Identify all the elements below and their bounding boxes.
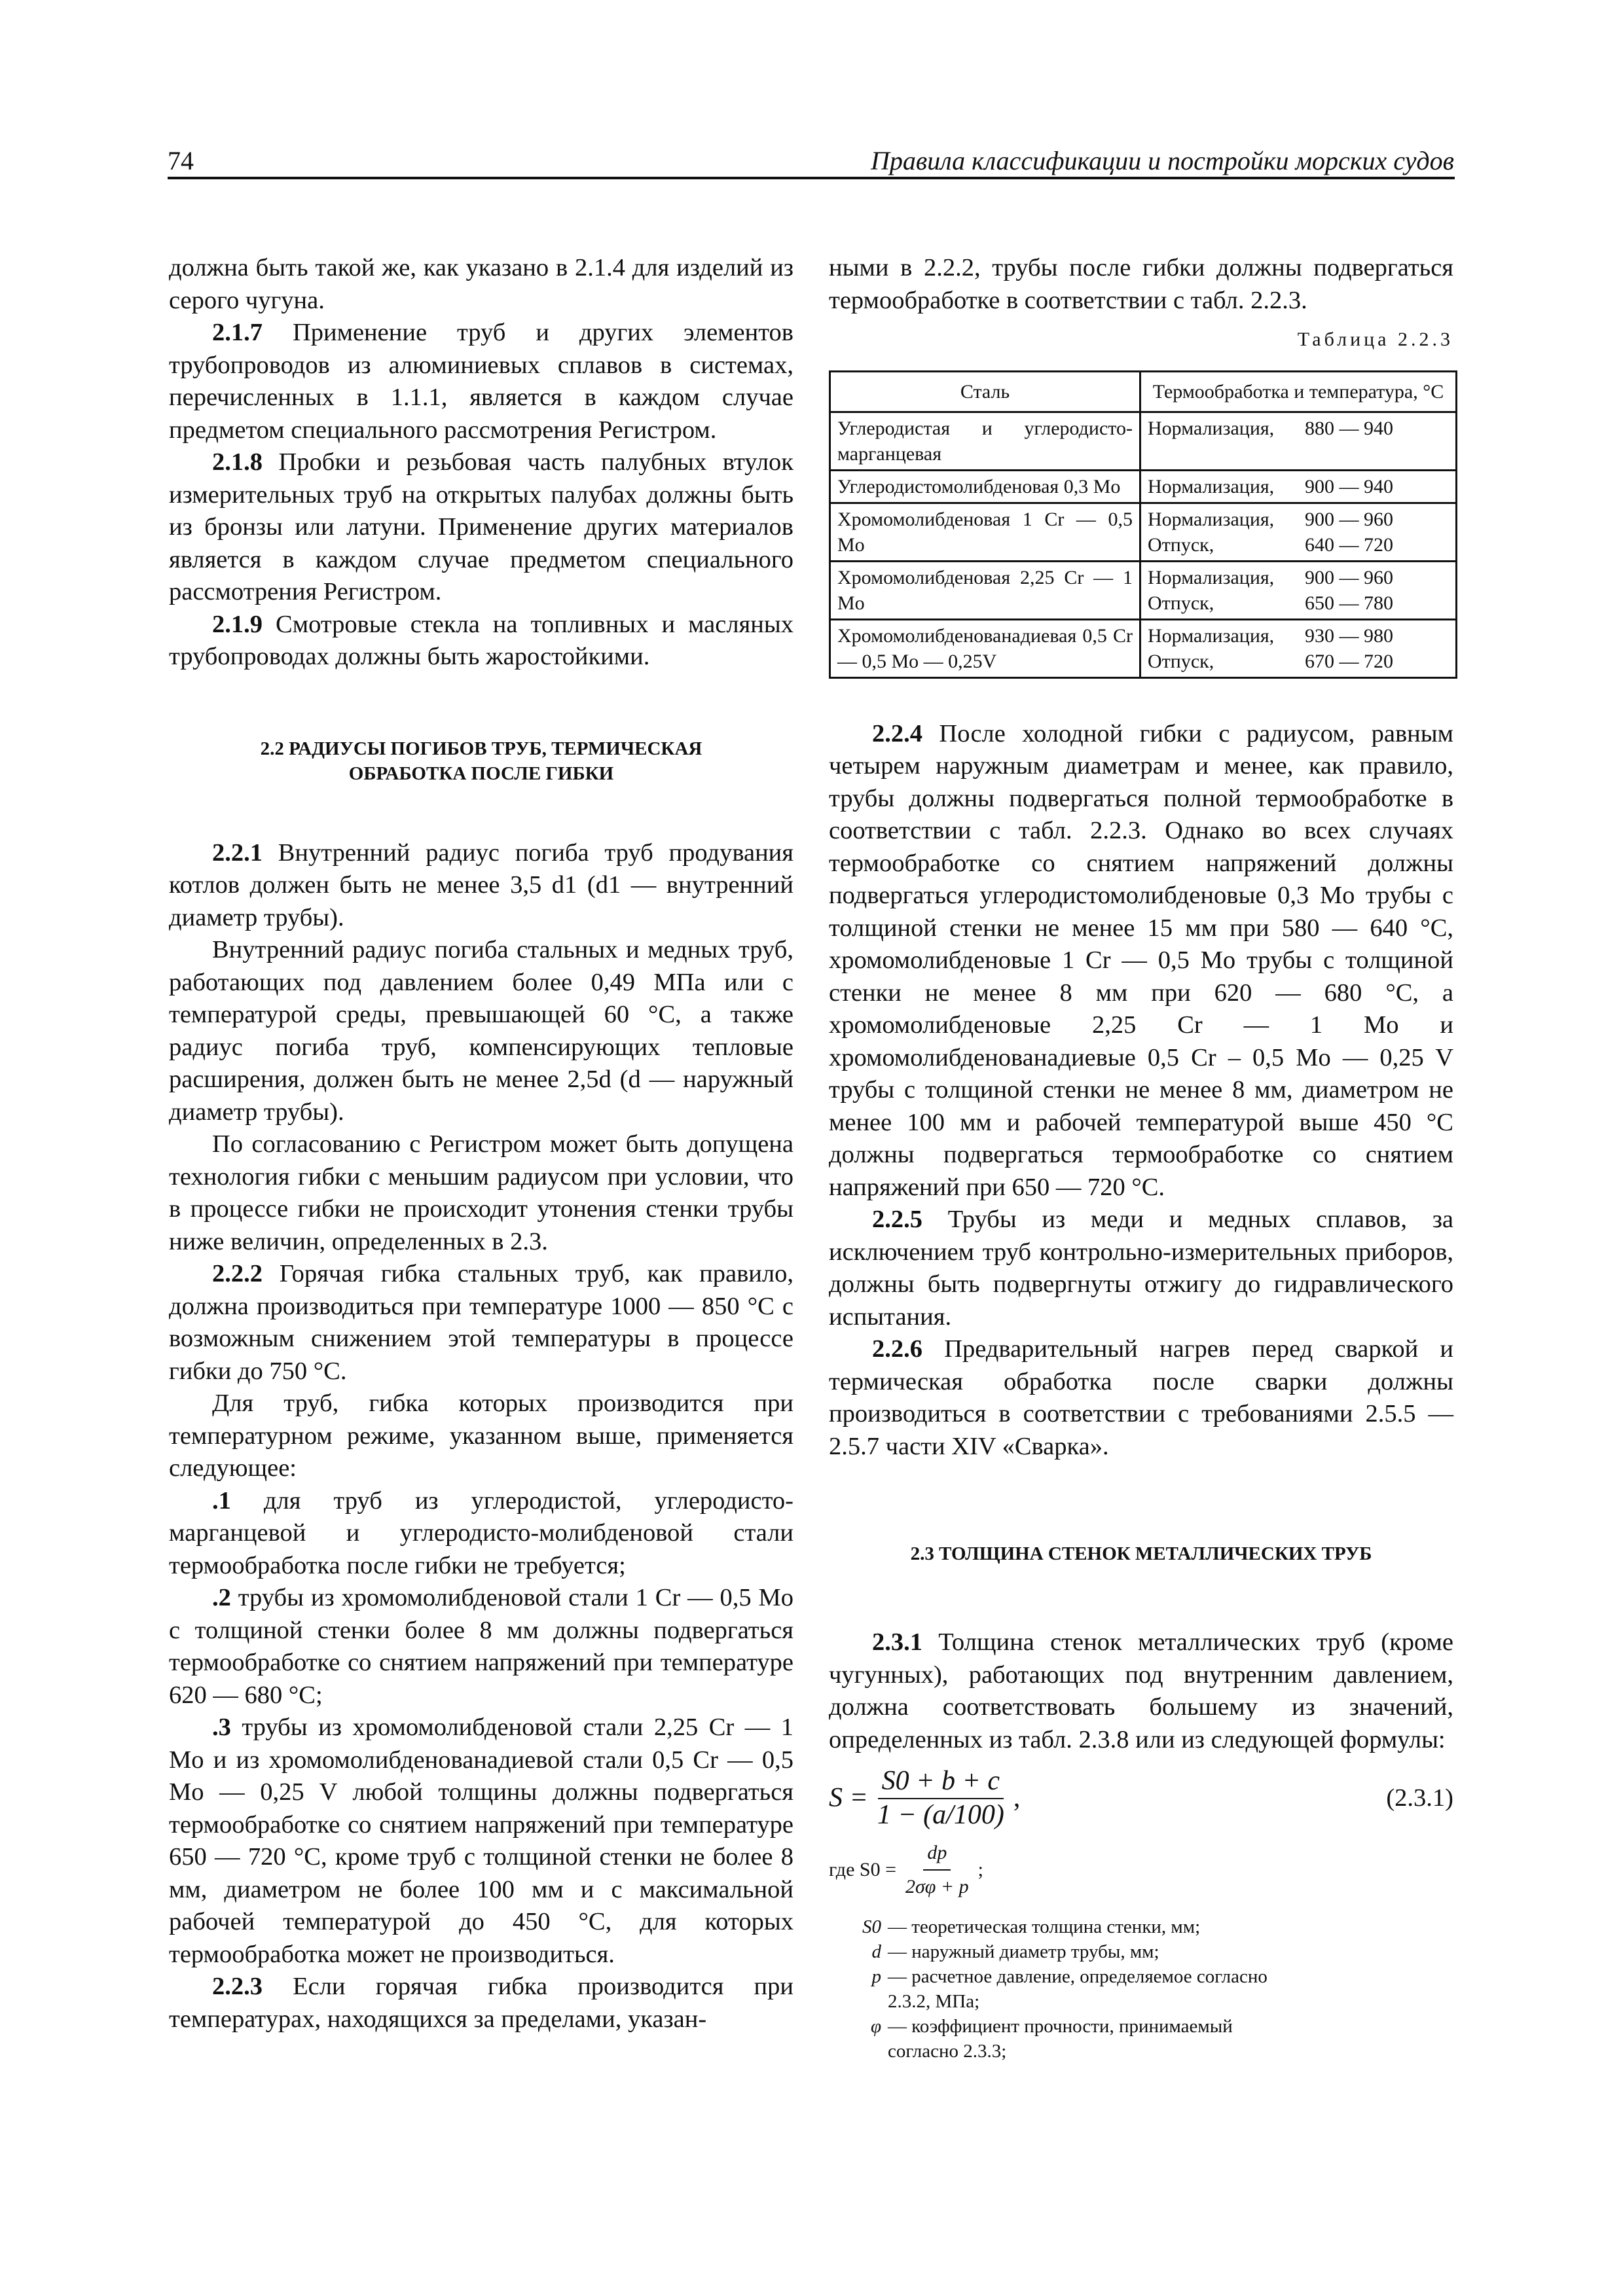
treatment-mode: Нормализация,: [1148, 566, 1275, 588]
paragraph-text: Применение труб и других элементов трубопроводов из алюминиевых сплавов в системах, перечисленных в 1.1.1, является в каждом случае предметом специального рассмотрения Регистром.: [169, 319, 793, 444]
treatment-mode: Нормализация,: [1148, 475, 1275, 497]
running-title: Правила классификации и постройки морских судов: [870, 146, 1454, 175]
treatment-line: [1148, 565, 1449, 590]
definition-item: [829, 1964, 1453, 2014]
paragraph: должна быть такой же, как указано в 2.1.4 для изделий из серого чугуна.: [169, 254, 793, 314]
treatment-cell: [1140, 503, 1457, 561]
table-row: [830, 619, 1457, 677]
fraction-denominator: 1 − (a/100): [877, 1799, 1004, 1830]
definition-symbol: S0: [862, 1916, 881, 1937]
list-item-2: [169, 1582, 793, 1712]
paragraph-text: Горячая гибка стальных труб, как правило, должна производиться при температуре 1000 — 850 °С с возможным снижением этой температуры в процессе гибки до 750 °С.: [169, 1260, 793, 1385]
temperature-range: 880 — 940: [1305, 417, 1393, 439]
paragraph-2-2-4: [829, 718, 1453, 1204]
paragraph-text: Внутренний радиус погиба труб продувания котлов должен быть не менее 3,5 d1 (d1 — внутренний диаметр трубы).: [169, 838, 793, 931]
definition-item: [829, 1914, 1453, 1939]
steel-cell: Хромомолибденованадиевая 0,5 Cr — 0,5 Mo — 0,25V: [830, 619, 1140, 677]
section-heading-2-3: 2.3 ТОЛЩИНА СТЕНОК МЕТАЛЛИЧЕСКИХ ТРУБ: [910, 1543, 1372, 1564]
right-column: [829, 252, 1453, 2064]
heading-line: 2.2 РАДИУСЫ ПОГИБОВ ТРУБ, ТЕРМИЧЕСКАЯ: [260, 738, 702, 759]
treatment-line: [1148, 532, 1449, 558]
symbol-definitions: [829, 1914, 1453, 2064]
clause-number: 2.1.8: [212, 448, 263, 476]
definition-item: [829, 2014, 1453, 2064]
temperature-range: 900 — 940: [1305, 475, 1393, 497]
table-row: [830, 561, 1457, 619]
fraction-numerator: S0 + b + c: [878, 1765, 1004, 1799]
header-rule: [168, 177, 1455, 179]
paragraph-2-2-2: [169, 1258, 793, 1388]
treatment-cell: [1140, 619, 1457, 677]
list-number: .3: [212, 1713, 231, 1741]
temperature-range: 900 — 960: [1305, 566, 1393, 588]
steel-cell: Хромомолибденовая 2,25 Cr — 1 Mo: [830, 561, 1140, 619]
list-number: .1: [212, 1486, 231, 1515]
definition-symbol: d: [871, 1941, 881, 1962]
paragraph-text: После холодной гибки с радиусом, равным четырем наружным диаметрам и менее, как правило, трубы должны подвергаться полной термообработке в соответствии с табл. 2.2.3. Однако во всех случаях термообработке со снятием напряжений должны подвергаться углеродистомолибденовые 0,3 Mo трубы с толщиной стенки не менее 15 мм при 580 — 640 °С, хромомолибденовые 1 Cr — 0,5 Mo трубы с толщиной стенки не менее 8 мм при 620 — 680 °С, а хромомолибденовые 2,25 Cr — 1 Mo и хромомолибденованадиевые 0,5 Cr – 0,5 Mo — 0,25 V трубы с толщиной стенки не менее 8 мм, диаметром не менее 100 мм и рабочей температурой выше 450 °С должны подвергаться термообработке со снятием напряжений при 650 — 720 °С.: [829, 719, 1453, 1201]
equation-number: (2.3.1): [1386, 1784, 1453, 1812]
paragraph-text: Если горячая гибка производится при температурах, находящихся за пределами, указан-: [169, 1973, 793, 2033]
table-row: [830, 470, 1457, 503]
paragraph-2-2-6: [829, 1333, 1453, 1463]
paragraph-text: Смотровые стекла на топливных и масляных трубопроводах должны быть жаростойкими.: [169, 610, 793, 670]
temperature-range: 900 — 960: [1305, 508, 1393, 530]
table-body: [830, 412, 1457, 677]
clause-number: 2.2.3: [212, 1973, 263, 2000]
table-row: [830, 503, 1457, 561]
paragraph: Внутренний радиус погиба стальных и медных труб, работающих под давлением более 0,49 МПа или с температурой среды, превышающей 60 °С, а также радиус погиба труб, компенсирующих тепловые расширения, должен быть не менее 2,5d (d — наружный диаметр трубы).: [169, 936, 793, 1126]
paragraph: ными в 2.2.2, трубы после гибки должны подвергаться термообработке в соответствии с табл. 2.2.3.: [829, 254, 1453, 314]
where-clause: [829, 1837, 1453, 1903]
definition-text: — наружный диаметр трубы, мм;: [888, 1941, 1159, 1962]
clause-number: 2.2.1: [212, 838, 263, 867]
paragraph-2-3-1: [829, 1626, 1453, 1756]
paragraph-2-2-1: [169, 837, 793, 935]
paragraph: Для труб, гибка которых производится при температурном режиме, указанном выше, применяется следующее:: [169, 1390, 793, 1482]
treatment-line: [1148, 507, 1449, 532]
paragraph-text: Пробки и резьбовая часть палубных втулок измерительных труб на открытых палубах должны быть из бронзы или латуни. Применение других материалов является в каждом случае предметом специального рассмотрения Регистром.: [169, 448, 793, 605]
page-number: 74: [168, 146, 194, 175]
left-column: [169, 252, 793, 2036]
paragraph-2-1-8: [169, 446, 793, 609]
paragraph-text: Предварительный нагрев перед сваркой и термическая обработка после сварки должны производиться в соответствии с требованиями 2.5.5 — 2.5.7 части XIV «Сварка».: [829, 1335, 1453, 1460]
heading-line: ОБРАБОТКА ПОСЛЕ ГИБКИ: [348, 762, 614, 784]
paragraph-2-2-5: [829, 1204, 1453, 1333]
treatment-line: [1148, 649, 1449, 674]
where-label: где S0 =: [829, 1858, 896, 1880]
treatment-line: [1148, 623, 1449, 649]
fraction-numerator: dp: [923, 1837, 951, 1871]
table-caption: Таблица 2.2.3: [1297, 329, 1453, 350]
definition-symbol: φ: [870, 2016, 881, 2037]
clause-number: 2.2.4: [872, 719, 922, 747]
formula-fraction: [873, 1765, 1008, 1831]
list-item-3: [169, 1712, 793, 1971]
clause-number: 2.1.9: [212, 610, 263, 638]
steel-cell: Хромомолибденовая 1 Cr — 0,5 Mo: [830, 503, 1140, 561]
list-number: .2: [212, 1584, 231, 1611]
clause-number: 2.2.6: [872, 1335, 922, 1363]
paragraph: По согласованию с Регистром может быть допущена технология гибки с меньшим радиусом при условии, что в процессе гибки не происходит утонения стенки трубы ниже величин, определенных в 2.3.: [169, 1130, 793, 1255]
treatment-mode: Отпуск,: [1148, 533, 1214, 556]
treatment-mode: Отпуск,: [1148, 650, 1214, 672]
heat-treatment-table: [829, 370, 1457, 679]
where-end: ;: [977, 1858, 983, 1880]
table-row: [830, 412, 1457, 470]
list-text: трубы из хромомолибденовой стали 2,25 Cr — 1 Mo и из хромомолибденованадиевой стали 0,5 Cr — 0,5 Mo — 0,25 V любой толщины должны подвергаться термообработке со снятием напряжений при температуре 650 — 720 °С, кроме труб с толщиной стенки не более 8 мм, диаметром не более 100 мм и с максимальной рабочей температурой до 450 °С, для которых термообработка может не производиться.: [169, 1713, 793, 1968]
formula-2-3-1: [829, 1765, 1453, 1831]
where-fraction: [902, 1837, 973, 1903]
treatment-mode: Нормализация,: [1148, 624, 1275, 647]
paragraph-text: Толщина стенок металлических труб (кроме чугунных), работающих под внутренним давлением, должна соответствовать большему из значений, определенных из табл. 2.3.8 или из следующей формулы:: [829, 1628, 1453, 1753]
temperature-range: 670 — 720: [1305, 650, 1393, 672]
treatment-line: [1148, 416, 1449, 441]
treatment-cell: [1140, 412, 1457, 470]
paragraph-2-1-9: [169, 609, 793, 673]
column-header-steel: Сталь: [830, 371, 1140, 412]
temperature-range: 640 — 720: [1305, 533, 1393, 556]
definition-item: [829, 1939, 1453, 1964]
section-heading-2-2: [169, 736, 793, 786]
clause-number: 2.1.7: [212, 319, 263, 346]
list-text: для труб из углеродистой, углеродисто-марганцевой и углеродисто-молибденовой стали термообработка после гибки не требуется;: [169, 1486, 793, 1579]
list-text: трубы из хромомолибденовой стали 1 Cr — 0,5 Mo с толщиной стенки более 8 мм должны подвергаться термообработке со снятием напряжений при температуре 620 — 680 °С;: [169, 1584, 793, 1709]
definition-text: — теоретическая толщина стенки, мм;: [888, 1916, 1201, 1937]
column-header-treatment: Термообработка и температура, °С: [1140, 371, 1457, 412]
treatment-line: [1148, 474, 1449, 499]
temperature-range: 930 — 980: [1305, 624, 1393, 647]
treatment-cell: [1140, 561, 1457, 619]
steel-cell: Углеродистая и углеродисто-марганцевая: [830, 412, 1140, 470]
steel-cell: Углеродистомолибденовая 0,3 Mo: [830, 470, 1140, 503]
treatment-mode: Нормализация,: [1148, 417, 1275, 439]
clause-number: 2.3.1: [872, 1628, 922, 1656]
list-item-1: [169, 1485, 793, 1583]
treatment-line: [1148, 590, 1449, 616]
definition-text: — расчетное давление, определяемое согласно 2.3.2, МПа;: [888, 1966, 1267, 2012]
paragraph-2-2-3: [169, 1971, 793, 2036]
formula-lhs: S =: [829, 1782, 868, 1813]
definition-symbol: p: [871, 1966, 881, 1987]
clause-number: 2.2.2: [212, 1260, 263, 1287]
formula-comma: ,: [1013, 1782, 1021, 1813]
treatment-mode: Отпуск,: [1148, 592, 1214, 614]
temperature-range: 650 — 780: [1305, 592, 1393, 614]
treatment-cell: [1140, 470, 1457, 503]
paragraph-text: Трубы из меди и медных сплавов, за исключением труб контрольно-измерительных приборов, должны быть подвергнуты отжигу до гидравлического испытания.: [829, 1206, 1453, 1331]
clause-number: 2.2.5: [872, 1206, 922, 1233]
fraction-denominator: 2σφ + p: [905, 1875, 969, 1897]
definition-text: — коэффициент прочности, принимаемый согласно 2.3.3;: [888, 2016, 1233, 2062]
paragraph-2-1-7: [169, 317, 793, 446]
treatment-mode: Нормализация,: [1148, 508, 1275, 530]
